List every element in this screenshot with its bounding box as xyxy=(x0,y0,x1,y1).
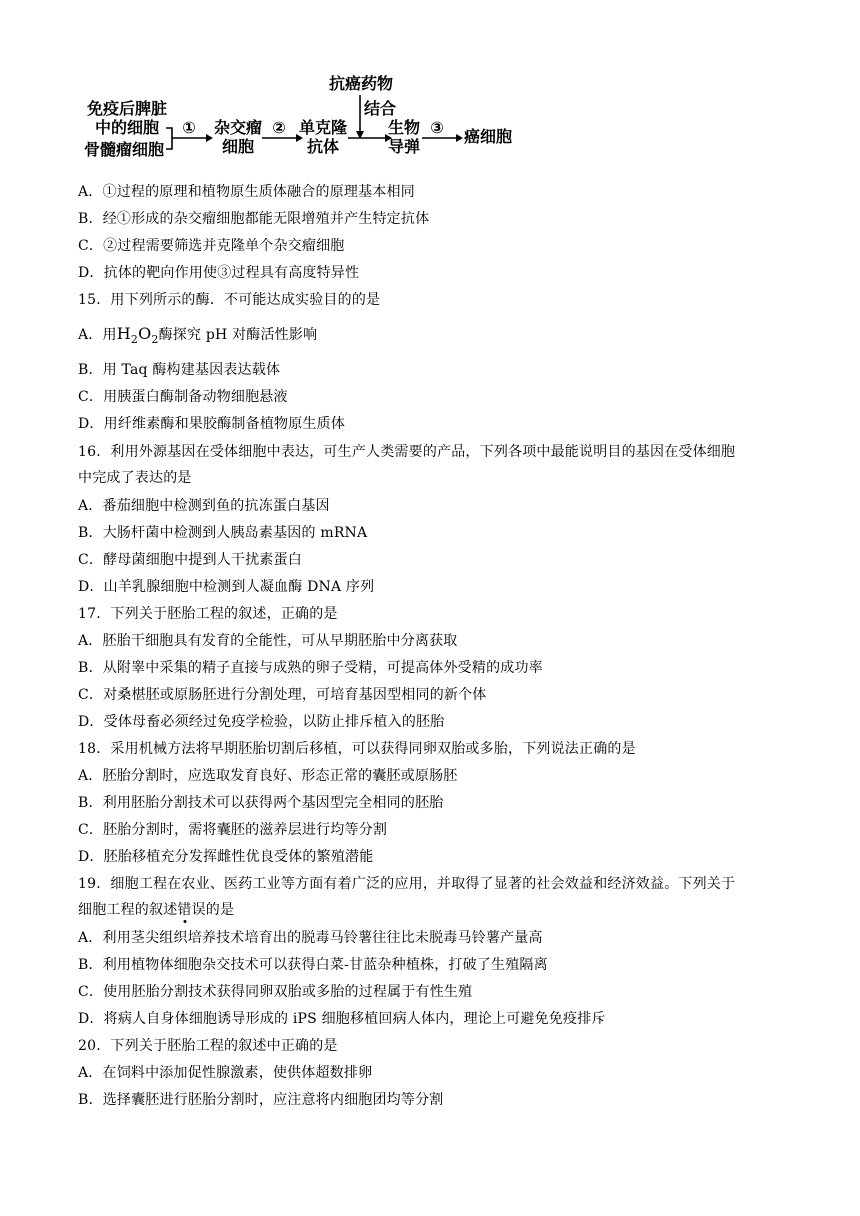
q15-stem: 15．用下列所示的酶．不可能达成实验目的的是 xyxy=(78,292,381,308)
q15-option-c: C．用胰蛋白酶制备动物细胞悬液 xyxy=(78,389,288,405)
h2o2-formula: $H_2O_2$ xyxy=(116,324,159,347)
emphasis-mark: 错 xyxy=(177,902,192,918)
q17-option-c: C．对桑椹胚或原肠胚进行分割处理，可培育基因型相同的新个体 xyxy=(78,687,487,703)
q16-option-d: D．山羊乳腺细胞中检测到人凝血酶 DNA 序列 xyxy=(78,579,375,595)
q19-stem-line1: 19．细胞工程在农业、医药工业等方面有着广泛的应用，并取得了显著的社会效益和经济效益。下列关于 xyxy=(78,876,736,892)
q17-option-b: B．从附睾中采集的精子直接与成熟的卵子受精，可提高体外受精的成功率 xyxy=(78,660,543,676)
q19-option-a: A．利用茎尖组织培养技术培育出的脱毒马铃薯往往比未脱毒马铃薯产量高 xyxy=(78,930,543,946)
anticancer-drug-label: 抗癌药物 xyxy=(328,74,393,93)
q14-option-b: B．经①形成的杂交瘤细胞都能无限增殖并产生特定抗体 xyxy=(78,211,430,227)
spleen-cells-label: 免疫后脾脏 中的细胞 xyxy=(86,99,167,137)
q20-stem: 20．下列关于胚胎工程的叙述中正确的是 xyxy=(78,1038,338,1054)
q15-option-b: B．用 Taq 酶构建基因表达载体 xyxy=(78,362,281,378)
q19-option-c: C．使用胚胎分割技术获得同卵双胎或多胎的过程属于有性生殖 xyxy=(78,984,473,1000)
q17-option-d: D．受体母畜必须经过免疫学检验，以防止排斥植入的胚胎 xyxy=(78,714,445,730)
combine-label: 结合 xyxy=(363,99,396,118)
q17-option-a: A．胚胎干细胞具有发育的全能性，可从早期胚胎中分离获取 xyxy=(78,633,458,649)
q16-option-a: A．番茄细胞中检测到鱼的抗冻蛋白基因 xyxy=(78,498,330,514)
monoclonal-antibody-flow-diagram xyxy=(0,0,860,190)
monoclonal-antibody-label: 单克隆 抗体 xyxy=(298,118,347,156)
q18-option-b: B．利用胚胎分割技术可以获得两个基因型完全相同的胚胎 xyxy=(78,795,444,811)
q19-option-d: D．将病人自身体细胞诱导形成的 iPS 细胞移植回病人体内，理论上可避免免疫排斥 xyxy=(78,1011,606,1027)
q16-stem-line1: 16．利用外源基因在受体细胞中表达，可生产人类需要的产品，下列各项中最能说明目的基因在受体细胞 xyxy=(78,444,736,460)
q14-option-d: D．抗体的靶向作用使③过程具有高度特异性 xyxy=(78,265,360,281)
diagram-arrows xyxy=(0,0,860,190)
q18-option-a: A．胚胎分割时，应选取发育良好、形态正常的囊胚或原肠胚 xyxy=(78,768,458,784)
biomissile-label: 生物 导弹 xyxy=(387,118,420,156)
step1-label: ① xyxy=(182,118,196,137)
cancer-cell-label: 癌细胞 xyxy=(463,127,512,146)
step3-label: ③ xyxy=(430,118,444,137)
q17-stem: 17．下列关于胚胎工程的叙述，正确的是 xyxy=(78,606,338,622)
step2-label: ② xyxy=(272,118,286,137)
q16-option-c: C．酵母菌细胞中提到人干扰素蛋白 xyxy=(78,552,302,568)
q19-stem-line2: 细胞工程的叙述错误的是 xyxy=(78,902,235,918)
q16-stem-line2: 中完成了表达的是 xyxy=(78,470,192,486)
q20-option-b: B．选择囊胚进行胚胎分割时，应注意将内细胞团均等分割 xyxy=(78,1092,444,1108)
q14-option-c: C．②过程需要筛选并克隆单个杂交瘤细胞 xyxy=(78,238,345,254)
q15-option-d: D．用纤维素酶和果胶酶制备植物原生质体 xyxy=(78,416,346,432)
q14-option-a: A．①过程的原理和植物原生质体融合的原理基本相同 xyxy=(78,184,415,200)
q15-option-a: A．用$H_2O_2$酶探究 pH 对酶活性影响 xyxy=(78,324,318,347)
q20-option-a: A．在饲料中添加促性腺激素，使供体超数排卵 xyxy=(78,1065,373,1081)
myeloma-cells-label: 骨髓瘤细胞 xyxy=(83,140,164,159)
hybridoma-cell-label: 杂交瘤 细胞 xyxy=(213,118,262,156)
q19-option-b: B．利用植物体细胞杂交技术可以获得白菜-甘蓝杂种植株，打破了生殖隔离 xyxy=(78,957,548,973)
q18-option-d: D．胚胎移植充分发挥雌性优良受体的繁殖潜能 xyxy=(78,849,374,865)
q18-option-c: C．胚胎分割时，需将囊胚的滋养层进行均等分割 xyxy=(78,822,388,838)
q18-stem: 18．采用机械方法将早期胚胎切割后移植，可以获得同卵双胎或多胎，下列说法正确的是 xyxy=(78,741,636,757)
q16-option-b: B．大肠杆菌中检测到人胰岛素基因的 mRNA xyxy=(78,525,368,541)
